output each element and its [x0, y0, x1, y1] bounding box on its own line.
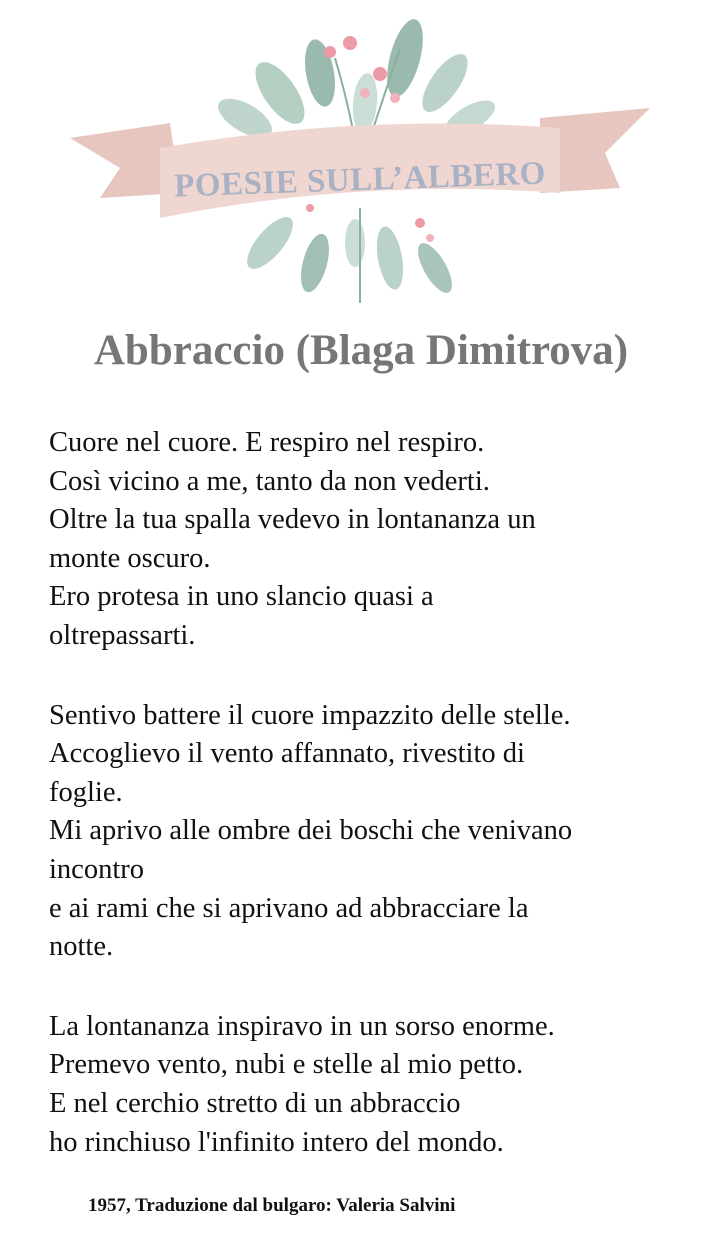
poem-line: incontro — [49, 853, 144, 885]
poesie-sull-albero-logo — [60, 18, 660, 308]
stanza-3 — [49, 1008, 709, 1162]
stanza-2 — [49, 697, 709, 967]
leaf-cluster-bottom — [239, 208, 458, 303]
poem-line: E nel cerchio stretto di un abbraccio — [49, 1087, 461, 1119]
poem-line: e ai rami che si aprivano ad abbracciare la — [49, 892, 529, 924]
poem-line: Mi aprivo alle ombre dei boschi che venivano — [49, 815, 573, 847]
poem-line: Premevo vento, nubi e stelle al mio petto. — [49, 1049, 524, 1081]
poem-line: notte. — [49, 931, 114, 963]
poem-line: Così vicino a me, tanto da non vederti. — [49, 465, 490, 497]
poem-line: ho rinchiuso l'infinito intero del mondo. — [49, 1126, 504, 1158]
poem-body — [49, 424, 709, 1203]
poem-line: foglie. — [49, 776, 123, 808]
poem-line: La lontananza inspiravo in un sorso enorme. — [49, 1010, 555, 1042]
floral-ribbon-illustration — [60, 18, 660, 308]
poem-title: Abbraccio (Blaga Dimitrova) — [93, 327, 629, 374]
poem-line: Sentivo battere il cuore impazzito delle stelle. — [49, 699, 571, 731]
poem-line: oltrepassarti. — [49, 619, 196, 651]
translation-credit: 1957, Traduzione dal bulgaro: Valeria Salvini — [88, 1195, 456, 1216]
poem-line: Oltre la tua spalla vedevo in lontananza un — [49, 504, 536, 536]
stanza-1 — [49, 424, 709, 656]
banner-text: POESIE SULL’ALBERO — [173, 155, 547, 205]
poem-line: Cuore nel cuore. E respiro nel respiro. — [49, 427, 485, 458]
poem-line: Accoglievo il vento affannato, rivestito di — [49, 738, 525, 770]
poem-line: monte oscuro. — [49, 542, 211, 574]
poem-line: Ero protesa in uno slancio quasi a — [49, 581, 434, 613]
